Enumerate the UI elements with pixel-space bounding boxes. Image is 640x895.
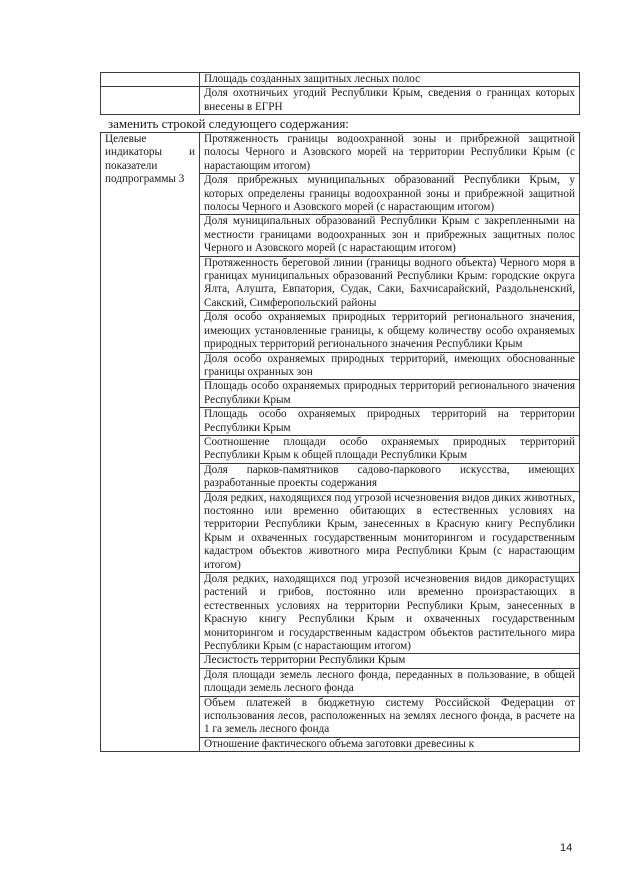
indicator-cell: Объем платежей в бюджетную систему Российской Федерации от использования лесов, расположенных на землях лесного фонда, в расчете на 1 га земель лесного фонда <box>200 696 580 737</box>
label-word: индикаторы <box>105 146 163 159</box>
indicator-cell: Доля охотничьих угодий Республики Крым, сведения о границах которых внесены в ЕГРН <box>200 87 580 115</box>
target-indicators-label <box>101 133 200 752</box>
indicator-cell: Доля муниципальных образований Республики Крым с закрепленными на местности границами водоохранных зон и прибрежных защитных полос Черного и Азовского морей (с нарастающим итогом) <box>200 215 580 256</box>
indicators-table <box>100 132 580 752</box>
label-line: показатели <box>105 159 158 172</box>
indicator-cell: Площадь особо охраняемых природных территорий регионального значения Республики Крым <box>200 380 580 408</box>
previous-table-fragment <box>100 72 580 115</box>
indicator-cell: Соотношение площади особо охраняемых природных территорий Республики Крым к общей площади Республики Крым <box>200 435 580 463</box>
indicator-cell: Доля особо охраняемых природных территорий, имеющих обоснованные границы охранных зон <box>200 352 580 380</box>
indicator-cell: Доля площади земель лесного фонда, переданных в пользование, в общей площади земель лесного фонда <box>200 668 580 696</box>
label-line: подпрограммы 3 <box>105 173 185 186</box>
table-row <box>101 73 580 87</box>
indicator-cell: Доля редких, находящихся под угрозой исчезновения видов дикорастущих растений и грибов, постоянно или временно произрастающих в естественных условиях на территории Республики Крым, занесенных в Красную книгу Республики Крым и охваченных государственным мониторингом и государственным кадастром объектов растительного мира Республики Крым (с нарастающим итогом) <box>200 573 580 654</box>
indicator-cell: Доля особо охраняемых природных территорий регионального значения, имеющих установленные границы, к общему количеству особо охраняемых природных территорий регионального значения Республики Крым <box>200 311 580 352</box>
table-row <box>101 87 580 115</box>
indicator-cell: Протяженность границы водоохранной зоны и прибрежной защитной полосы Черного и Азовского морей на территории Республики Крым (с нарастающим итогом) <box>200 133 580 174</box>
indicator-cell: Площадь особо охраняемых природных территорий на территории Республики Крым <box>200 408 580 436</box>
indicator-cell: Площадь созданных защитных лесных полос <box>200 73 580 87</box>
indicator-cell: Лесистость территории Республики Крым <box>200 654 580 668</box>
empty-label-cell <box>101 87 200 115</box>
empty-label-cell <box>101 73 200 87</box>
page-number: 14 <box>560 842 573 854</box>
table-row <box>101 133 580 174</box>
label-word: и <box>189 146 195 159</box>
replace-heading: заменить строкой следующего содержания: <box>108 116 349 131</box>
label-line: Целевые <box>105 133 147 145</box>
indicator-cell: Отношение фактического объема заготовки древесины к <box>200 737 580 751</box>
indicator-cell: Доля прибрежных муниципальных образований Республики Крым, у которых определены границы водоохранной зоны и прибрежной защитной полосы Черного и Азовского морей (с нарастающим итогом) <box>200 174 580 215</box>
indicator-cell: Доля редких, находящихся под угрозой исчезновения видов диких животных, постоянно или временно обитающих в естественных условиях на территории Республики Крым, занесенных в Красную книгу Республики Крым и охваченных государственным мониторингом и государственным кадастром объектов животного мира Республики Крым (с нарастающим итогом) <box>200 491 580 572</box>
indicator-cell: Протяженность береговой линии (границы водного объекта) Черного моря в границах муниципальных образований Республики Крым: городские округа Ялта, Алушта, Евпатория, Судак, Саки, Бахчисарайский, Раздольненский, Сакский, Симферопольский районы <box>200 256 580 311</box>
indicator-cell: Доля парков-памятников садово-паркового искусства, имеющих разработанные проекты содержания <box>200 463 580 491</box>
label-line <box>105 146 195 159</box>
